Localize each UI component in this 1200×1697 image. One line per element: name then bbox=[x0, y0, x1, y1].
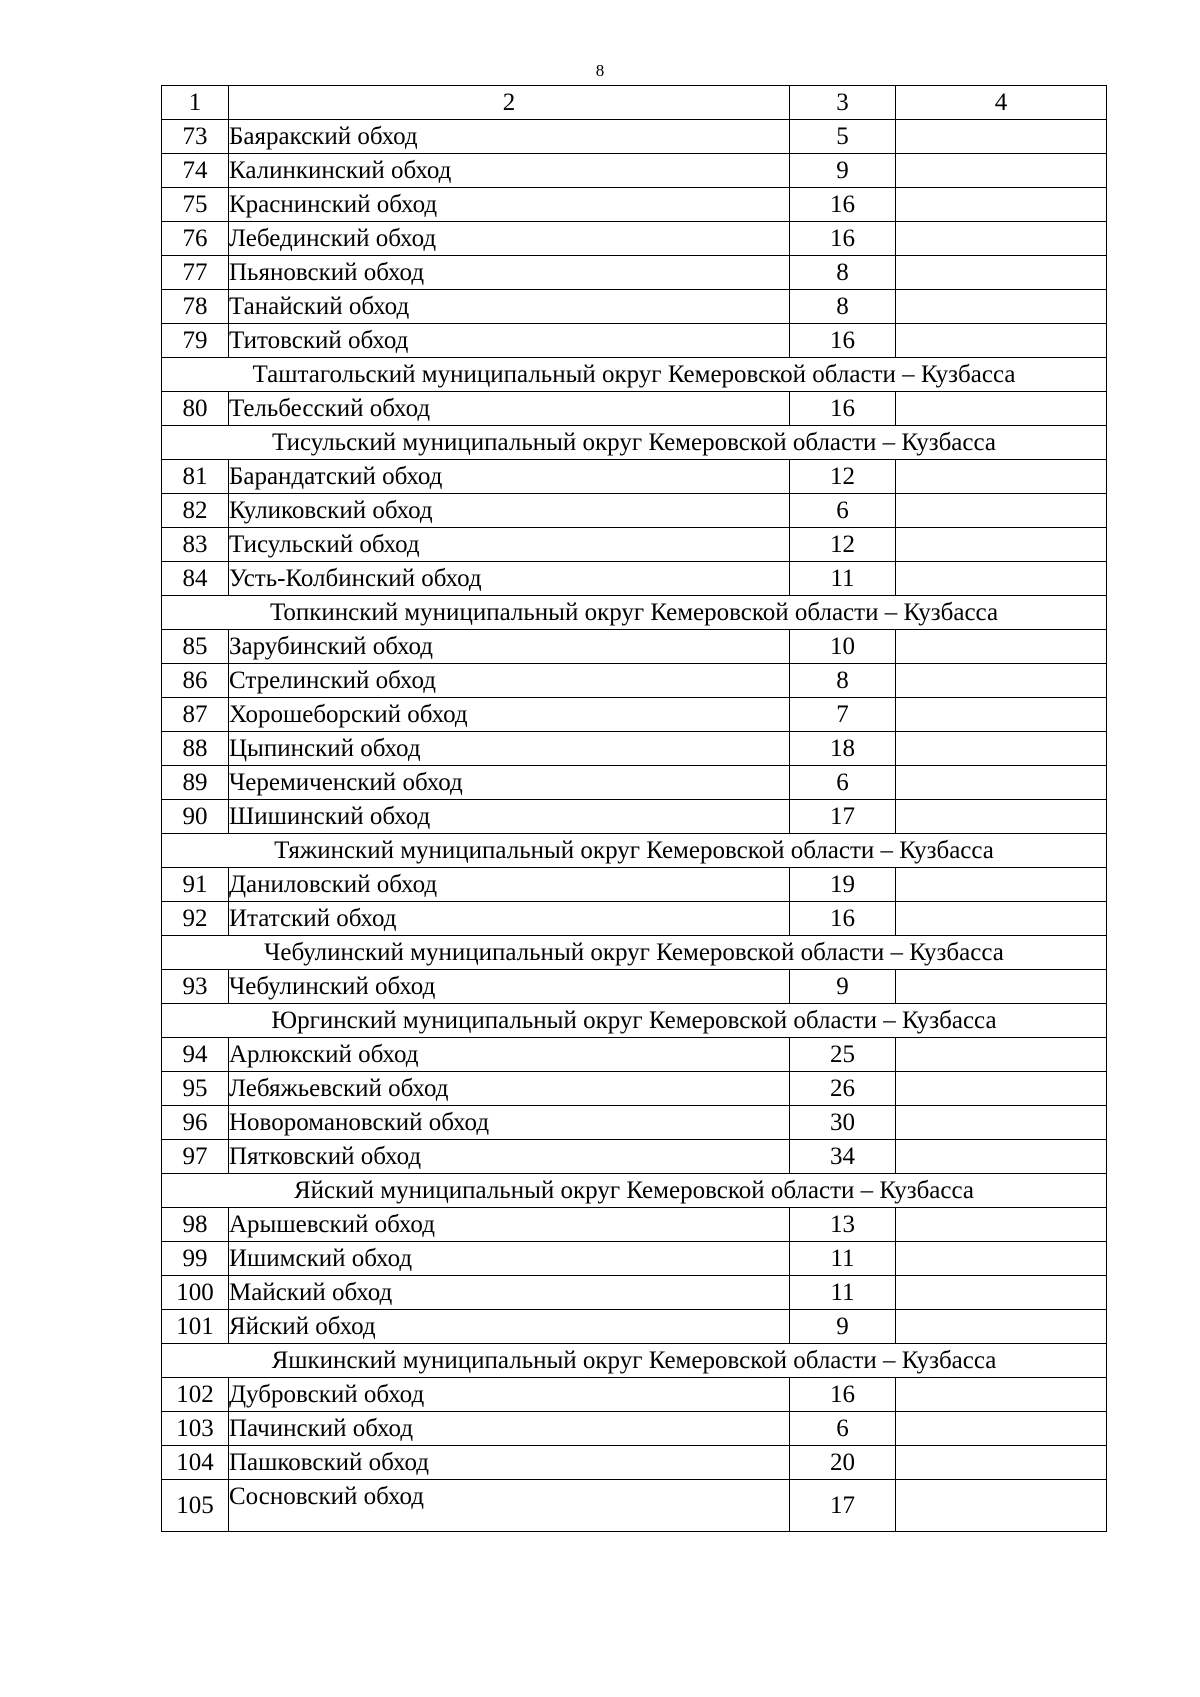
district-name: Чебулинский муниципальный округ Кемеровской области – Кузбасса bbox=[162, 936, 1107, 970]
row-number: 97 bbox=[162, 1140, 229, 1174]
district-name: Яшкинский муниципальный округ Кемеровской области – Кузбасса bbox=[162, 1344, 1107, 1378]
column-number-2: 2 bbox=[229, 86, 790, 120]
table-row bbox=[162, 1446, 1107, 1480]
row-value: 16 bbox=[790, 902, 896, 936]
row-note bbox=[896, 1276, 1107, 1310]
row-note bbox=[896, 494, 1107, 528]
district-header-row bbox=[162, 358, 1107, 392]
row-value: 6 bbox=[790, 766, 896, 800]
table-body bbox=[162, 86, 1107, 1532]
forest-district-name: Чебулинский обход bbox=[229, 970, 790, 1004]
table-row bbox=[162, 698, 1107, 732]
row-value: 13 bbox=[790, 1208, 896, 1242]
row-note bbox=[896, 392, 1107, 426]
forest-district-name: Пашковский обход bbox=[229, 1446, 790, 1480]
row-number: 75 bbox=[162, 188, 229, 222]
row-note bbox=[896, 766, 1107, 800]
row-note bbox=[896, 800, 1107, 834]
forest-district-name: Арышевский обход bbox=[229, 1208, 790, 1242]
table-row bbox=[162, 1038, 1107, 1072]
row-note bbox=[896, 1140, 1107, 1174]
table-row bbox=[162, 800, 1107, 834]
row-number: 93 bbox=[162, 970, 229, 1004]
forest-district-name: Баяракский обход bbox=[229, 120, 790, 154]
table-row bbox=[162, 1310, 1107, 1344]
row-value: 11 bbox=[790, 1242, 896, 1276]
row-value: 17 bbox=[790, 800, 896, 834]
row-number: 74 bbox=[162, 154, 229, 188]
forest-district-name: Зарубинский обход bbox=[229, 630, 790, 664]
table-row bbox=[162, 1378, 1107, 1412]
district-header-row bbox=[162, 1004, 1107, 1038]
row-value: 34 bbox=[790, 1140, 896, 1174]
forest-district-name: Хорошеборский обход bbox=[229, 698, 790, 732]
row-note bbox=[896, 222, 1107, 256]
table-row bbox=[162, 562, 1107, 596]
table-row bbox=[162, 154, 1107, 188]
district-header-row bbox=[162, 1344, 1107, 1378]
row-note bbox=[896, 562, 1107, 596]
table-row bbox=[162, 630, 1107, 664]
row-value: 18 bbox=[790, 732, 896, 766]
row-note bbox=[896, 732, 1107, 766]
table-row bbox=[162, 1276, 1107, 1310]
row-number: 79 bbox=[162, 324, 229, 358]
row-value: 7 bbox=[790, 698, 896, 732]
district-name: Тяжинский муниципальный округ Кемеровской области – Кузбасса bbox=[162, 834, 1107, 868]
row-number: 87 bbox=[162, 698, 229, 732]
row-note bbox=[896, 664, 1107, 698]
row-number: 95 bbox=[162, 1072, 229, 1106]
district-name: Тисульский муниципальный округ Кемеровской области – Кузбасса bbox=[162, 426, 1107, 460]
row-value: 16 bbox=[790, 188, 896, 222]
row-value: 19 bbox=[790, 868, 896, 902]
row-number: 81 bbox=[162, 460, 229, 494]
row-value: 8 bbox=[790, 664, 896, 698]
row-note bbox=[896, 970, 1107, 1004]
table-row bbox=[162, 1208, 1107, 1242]
row-number: 76 bbox=[162, 222, 229, 256]
district-header-row bbox=[162, 596, 1107, 630]
forest-district-name: Пьяновский обход bbox=[229, 256, 790, 290]
forest-district-name: Лебединский обход bbox=[229, 222, 790, 256]
row-value: 9 bbox=[790, 154, 896, 188]
row-value: 16 bbox=[790, 392, 896, 426]
row-value: 20 bbox=[790, 1446, 896, 1480]
row-note bbox=[896, 1208, 1107, 1242]
row-number: 104 bbox=[162, 1446, 229, 1480]
forest-district-name: Тисульский обход bbox=[229, 528, 790, 562]
table-header-row bbox=[162, 86, 1107, 120]
row-note bbox=[896, 1480, 1107, 1532]
table-row bbox=[162, 1412, 1107, 1446]
district-name: Таштагольский муниципальный округ Кемеровской области – Кузбасса bbox=[162, 358, 1107, 392]
table-row bbox=[162, 664, 1107, 698]
row-number: 85 bbox=[162, 630, 229, 664]
row-value: 12 bbox=[790, 460, 896, 494]
row-number: 88 bbox=[162, 732, 229, 766]
row-value: 8 bbox=[790, 290, 896, 324]
district-header-row bbox=[162, 426, 1107, 460]
forest-district-name: Танайский обход bbox=[229, 290, 790, 324]
row-note bbox=[896, 1072, 1107, 1106]
column-number-1: 1 bbox=[162, 86, 229, 120]
row-note bbox=[896, 1106, 1107, 1140]
row-value: 12 bbox=[790, 528, 896, 562]
forest-district-name: Яйский обход bbox=[229, 1310, 790, 1344]
row-note bbox=[896, 120, 1107, 154]
table-row bbox=[162, 1480, 1107, 1532]
forest-district-name: Пачинский обход bbox=[229, 1412, 790, 1446]
row-value: 6 bbox=[790, 494, 896, 528]
row-value: 30 bbox=[790, 1106, 896, 1140]
column-number-4: 4 bbox=[896, 86, 1107, 120]
row-note bbox=[896, 1378, 1107, 1412]
table-row bbox=[162, 290, 1107, 324]
row-number: 92 bbox=[162, 902, 229, 936]
table-row bbox=[162, 766, 1107, 800]
table-row bbox=[162, 1242, 1107, 1276]
forest-districts-table bbox=[161, 85, 1107, 1532]
forest-district-name: Стрелинский обход bbox=[229, 664, 790, 698]
forest-district-name: Шишинский обход bbox=[229, 800, 790, 834]
row-note bbox=[896, 902, 1107, 936]
row-number: 103 bbox=[162, 1412, 229, 1446]
row-note bbox=[896, 1446, 1107, 1480]
forest-district-name: Тельбесский обход bbox=[229, 392, 790, 426]
row-number: 96 bbox=[162, 1106, 229, 1140]
table-row bbox=[162, 1140, 1107, 1174]
row-value: 11 bbox=[790, 1276, 896, 1310]
row-value: 25 bbox=[790, 1038, 896, 1072]
row-value: 8 bbox=[790, 256, 896, 290]
row-note bbox=[896, 1242, 1107, 1276]
row-value: 10 bbox=[790, 630, 896, 664]
row-value: 26 bbox=[790, 1072, 896, 1106]
row-note bbox=[896, 868, 1107, 902]
forest-district-name: Итатский обход bbox=[229, 902, 790, 936]
row-number: 78 bbox=[162, 290, 229, 324]
row-value: 16 bbox=[790, 324, 896, 358]
row-number: 77 bbox=[162, 256, 229, 290]
district-name: Юргинский муниципальный округ Кемеровской области – Кузбасса bbox=[162, 1004, 1107, 1038]
row-value: 9 bbox=[790, 970, 896, 1004]
row-number: 82 bbox=[162, 494, 229, 528]
table-row bbox=[162, 222, 1107, 256]
forest-district-name: Барандатский обход bbox=[229, 460, 790, 494]
table-row bbox=[162, 868, 1107, 902]
forest-district-name: Черемиченский обход bbox=[229, 766, 790, 800]
row-note bbox=[896, 324, 1107, 358]
row-note bbox=[896, 1038, 1107, 1072]
table-row bbox=[162, 494, 1107, 528]
row-number: 100 bbox=[162, 1276, 229, 1310]
row-number: 91 bbox=[162, 868, 229, 902]
row-note bbox=[896, 256, 1107, 290]
row-note bbox=[896, 1412, 1107, 1446]
table-row bbox=[162, 732, 1107, 766]
forest-district-name: Усть-Колбинский обход bbox=[229, 562, 790, 596]
row-number: 73 bbox=[162, 120, 229, 154]
row-number: 105 bbox=[162, 1480, 229, 1532]
forest-district-name: Краснинский обход bbox=[229, 188, 790, 222]
row-note bbox=[896, 630, 1107, 664]
row-value: 6 bbox=[790, 1412, 896, 1446]
row-number: 99 bbox=[162, 1242, 229, 1276]
row-note bbox=[896, 290, 1107, 324]
row-number: 83 bbox=[162, 528, 229, 562]
district-header-row bbox=[162, 1174, 1107, 1208]
row-value: 11 bbox=[790, 562, 896, 596]
row-note bbox=[896, 528, 1107, 562]
table-row bbox=[162, 324, 1107, 358]
row-number: 86 bbox=[162, 664, 229, 698]
row-value: 16 bbox=[790, 222, 896, 256]
forest-district-name: Сосновский обход bbox=[229, 1480, 790, 1532]
row-note bbox=[896, 188, 1107, 222]
row-value: 9 bbox=[790, 1310, 896, 1344]
table-row bbox=[162, 188, 1107, 222]
row-number: 89 bbox=[162, 766, 229, 800]
row-number: 80 bbox=[162, 392, 229, 426]
row-value: 5 bbox=[790, 120, 896, 154]
table-row bbox=[162, 460, 1107, 494]
forest-district-name: Цыпинский обход bbox=[229, 732, 790, 766]
row-note bbox=[896, 154, 1107, 188]
row-number: 102 bbox=[162, 1378, 229, 1412]
row-number: 101 bbox=[162, 1310, 229, 1344]
forest-district-name: Ишимский обход bbox=[229, 1242, 790, 1276]
forest-district-name: Новоромановский обход bbox=[229, 1106, 790, 1140]
forest-district-name: Пятковский обход bbox=[229, 1140, 790, 1174]
forest-district-name: Титовский обход bbox=[229, 324, 790, 358]
row-number: 98 bbox=[162, 1208, 229, 1242]
row-number: 90 bbox=[162, 800, 229, 834]
page-number: 8 bbox=[595, 61, 605, 80]
forest-district-name: Калинкинский обход bbox=[229, 154, 790, 188]
row-value: 16 bbox=[790, 1378, 896, 1412]
forest-district-name: Даниловский обход bbox=[229, 868, 790, 902]
row-value: 17 bbox=[790, 1480, 896, 1532]
forest-district-name: Майский обход bbox=[229, 1276, 790, 1310]
district-name: Яйский муниципальный округ Кемеровской области – Кузбасса bbox=[162, 1174, 1107, 1208]
table-row bbox=[162, 1072, 1107, 1106]
row-note bbox=[896, 460, 1107, 494]
forest-district-name: Арлюкский обход bbox=[229, 1038, 790, 1072]
table-row bbox=[162, 902, 1107, 936]
row-number: 94 bbox=[162, 1038, 229, 1072]
district-header-row bbox=[162, 834, 1107, 868]
row-note bbox=[896, 698, 1107, 732]
column-number-3: 3 bbox=[790, 86, 896, 120]
table-row bbox=[162, 528, 1107, 562]
forest-district-name: Дубровский обход bbox=[229, 1378, 790, 1412]
table-row bbox=[162, 1106, 1107, 1140]
table-row bbox=[162, 970, 1107, 1004]
table-row bbox=[162, 392, 1107, 426]
table-row bbox=[162, 120, 1107, 154]
district-header-row bbox=[162, 936, 1107, 970]
table-row bbox=[162, 256, 1107, 290]
forest-district-name: Лебяжьевский обход bbox=[229, 1072, 790, 1106]
district-name: Топкинский муниципальный округ Кемеровской области – Кузбасса bbox=[162, 596, 1107, 630]
forest-district-name: Куликовский обход bbox=[229, 494, 790, 528]
row-number: 84 bbox=[162, 562, 229, 596]
row-note bbox=[896, 1310, 1107, 1344]
